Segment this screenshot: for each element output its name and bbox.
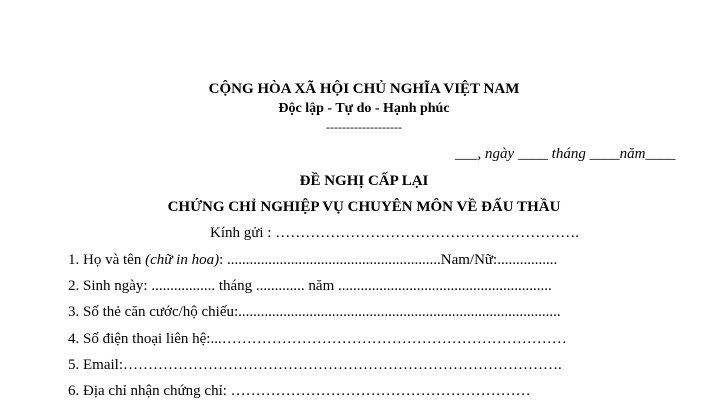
year-blank: ____ [645,146,676,162]
date-line [455,145,675,163]
place-blank: ___ [455,146,478,162]
day-blank: ____ [514,146,552,162]
year-label: năm [619,146,646,162]
addressee: Kính gửi : ……………………………………………………. [210,225,579,241]
title-line-1: ĐỀ NGHỊ CẤP LẠI [299,173,429,189]
separator: ------------------- [326,120,402,134]
month-blank: ____ [585,146,620,162]
field-full-name-label: 1. Họ và tên [68,252,146,268]
field-email: 5. Email:……………………………………………………………………………. [68,357,562,373]
country-header: CỘNG HÒA XÃ HỘI CHỦ NGHĨA VIỆT NAM [208,81,520,97]
field-id-card: 3. Số thẻ căn cước/hộ chiếu:...................................................................................... [68,304,561,320]
field-full-name [68,251,557,269]
motto: Độc lập - Tự do - Hạnh phúc [278,101,450,116]
field-full-name-rest: : .........................................................Nam/Nữ:................ [219,252,558,268]
title-line-2: CHỨNG CHỈ NGHIỆP VỤ CHUYÊN MÔN VỀ ĐẤU THẦU [167,199,561,215]
field-phone: 4. Số điện thoại liên hệ:...…………………………………………………………… [68,331,567,347]
field-address: 6. Địa chỉ nhận chứng chỉ: …………………………………………………… [68,383,531,399]
field-full-name-hint: (chữ in hoa) [145,252,220,268]
field-birth-date: 2. Sinh ngày: ................. tháng ............. năm ......................................................... [68,278,552,294]
day-label: , ngày [477,146,515,162]
month-label: tháng [551,146,586,162]
